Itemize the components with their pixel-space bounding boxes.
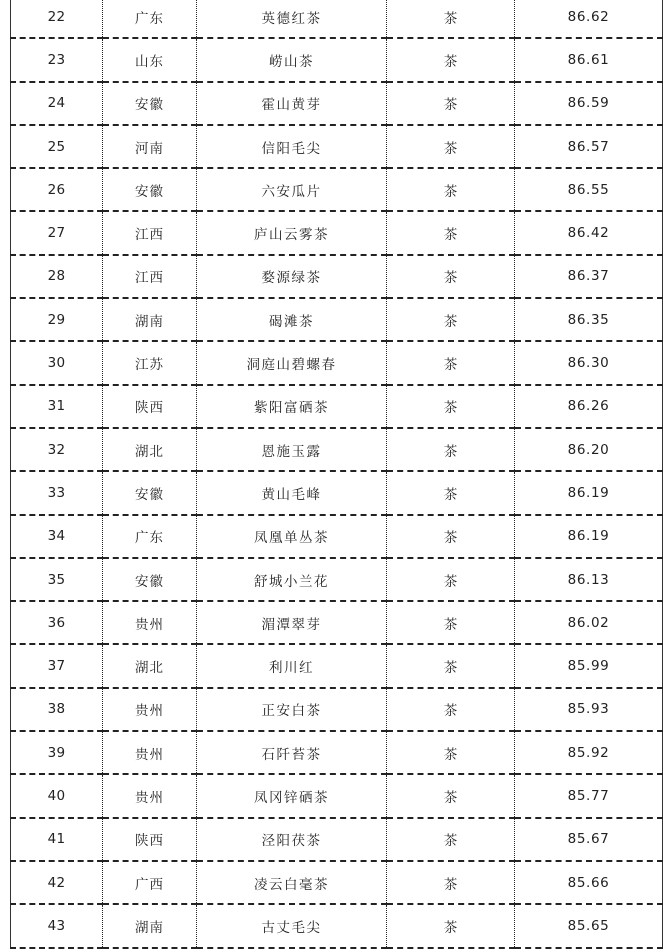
product-name-cell: 凤冈锌硒茶 bbox=[197, 774, 387, 817]
table-row bbox=[11, 644, 663, 687]
product-name-cell: 黄山毛峰 bbox=[197, 471, 387, 514]
rank-cell: 27 bbox=[11, 211, 103, 254]
product-name-cell: 洞庭山碧螺春 bbox=[197, 341, 387, 384]
score-cell: 86.35 bbox=[515, 298, 663, 341]
rank-cell: 26 bbox=[11, 168, 103, 211]
province-cell: 安徽 bbox=[103, 558, 197, 601]
score-cell: 86.37 bbox=[515, 255, 663, 298]
category-cell: 茶 bbox=[387, 471, 515, 514]
product-name-cell: 婺源绿茶 bbox=[197, 255, 387, 298]
score-cell: 86.42 bbox=[515, 211, 663, 254]
score-cell: 86.02 bbox=[515, 601, 663, 644]
province-cell: 湖北 bbox=[103, 644, 197, 687]
category-cell: 茶 bbox=[387, 861, 515, 904]
product-name-cell: 信阳毛尖 bbox=[197, 125, 387, 168]
province-cell: 贵州 bbox=[103, 731, 197, 774]
province-cell: 贵州 bbox=[103, 688, 197, 731]
table-row bbox=[11, 818, 663, 861]
province-cell: 江苏 bbox=[103, 341, 197, 384]
product-name-cell: 凤凰单丛茶 bbox=[197, 515, 387, 558]
score-cell: 85.92 bbox=[515, 731, 663, 774]
category-cell: 茶 bbox=[387, 818, 515, 861]
rank-cell: 37 bbox=[11, 644, 103, 687]
category-cell: 茶 bbox=[387, 298, 515, 341]
product-name-cell: 恩施玉露 bbox=[197, 428, 387, 471]
tea-ranking-table bbox=[10, 0, 663, 949]
table-row bbox=[11, 82, 663, 125]
product-name-cell: 六安瓜片 bbox=[197, 168, 387, 211]
category-cell: 茶 bbox=[387, 515, 515, 558]
rank-cell: 43 bbox=[11, 904, 103, 947]
score-cell: 86.55 bbox=[515, 168, 663, 211]
score-cell: 85.65 bbox=[515, 904, 663, 947]
category-cell: 茶 bbox=[387, 904, 515, 947]
category-cell: 茶 bbox=[387, 774, 515, 817]
category-cell: 茶 bbox=[387, 125, 515, 168]
province-cell: 广东 bbox=[103, 515, 197, 558]
rank-cell: 41 bbox=[11, 818, 103, 861]
score-cell: 86.19 bbox=[515, 515, 663, 558]
table-row bbox=[11, 601, 663, 644]
province-cell: 安徽 bbox=[103, 82, 197, 125]
province-cell: 安徽 bbox=[103, 168, 197, 211]
category-cell: 茶 bbox=[387, 341, 515, 384]
table-row bbox=[11, 558, 663, 601]
score-cell: 86.19 bbox=[515, 471, 663, 514]
product-name-cell: 正安白茶 bbox=[197, 688, 387, 731]
province-cell: 江西 bbox=[103, 255, 197, 298]
product-name-cell: 碣滩茶 bbox=[197, 298, 387, 341]
table-row bbox=[11, 515, 663, 558]
province-cell: 广东 bbox=[103, 0, 197, 38]
rank-cell: 30 bbox=[11, 341, 103, 384]
product-name-cell: 石阡苔茶 bbox=[197, 731, 387, 774]
product-name-cell: 泾阳茯茶 bbox=[197, 818, 387, 861]
rank-cell: 35 bbox=[11, 558, 103, 601]
category-cell: 茶 bbox=[387, 0, 515, 38]
rank-cell: 36 bbox=[11, 601, 103, 644]
category-cell: 茶 bbox=[387, 601, 515, 644]
score-cell: 86.20 bbox=[515, 428, 663, 471]
category-cell: 茶 bbox=[387, 82, 515, 125]
province-cell: 江西 bbox=[103, 211, 197, 254]
product-name-cell: 凌云白毫茶 bbox=[197, 861, 387, 904]
score-cell: 86.13 bbox=[515, 558, 663, 601]
score-cell: 85.66 bbox=[515, 861, 663, 904]
product-name-cell: 紫阳富硒茶 bbox=[197, 385, 387, 428]
score-cell: 86.61 bbox=[515, 38, 663, 81]
table-row bbox=[11, 341, 663, 384]
province-cell: 河南 bbox=[103, 125, 197, 168]
rank-cell: 23 bbox=[11, 38, 103, 81]
rank-cell: 22 bbox=[11, 0, 103, 38]
rank-cell: 28 bbox=[11, 255, 103, 298]
category-cell: 茶 bbox=[387, 688, 515, 731]
product-name-cell: 湄潭翠芽 bbox=[197, 601, 387, 644]
table-row bbox=[11, 385, 663, 428]
product-name-cell: 舒城小兰花 bbox=[197, 558, 387, 601]
category-cell: 茶 bbox=[387, 731, 515, 774]
table-row bbox=[11, 861, 663, 904]
score-cell: 85.99 bbox=[515, 644, 663, 687]
rank-cell: 34 bbox=[11, 515, 103, 558]
rank-cell: 24 bbox=[11, 82, 103, 125]
score-cell: 86.57 bbox=[515, 125, 663, 168]
product-name-cell: 霍山黄芽 bbox=[197, 82, 387, 125]
category-cell: 茶 bbox=[387, 558, 515, 601]
province-cell: 湖南 bbox=[103, 904, 197, 947]
province-cell: 贵州 bbox=[103, 774, 197, 817]
category-cell: 茶 bbox=[387, 385, 515, 428]
table-row bbox=[11, 428, 663, 471]
ranking-table-container bbox=[10, 0, 662, 949]
table-row bbox=[11, 125, 663, 168]
table-body bbox=[11, 0, 663, 948]
score-cell: 85.93 bbox=[515, 688, 663, 731]
rank-cell: 40 bbox=[11, 774, 103, 817]
rank-cell: 39 bbox=[11, 731, 103, 774]
score-cell: 86.59 bbox=[515, 82, 663, 125]
table-row bbox=[11, 168, 663, 211]
rank-cell: 25 bbox=[11, 125, 103, 168]
table-row bbox=[11, 0, 663, 38]
province-cell: 山东 bbox=[103, 38, 197, 81]
table-row bbox=[11, 211, 663, 254]
rank-cell: 32 bbox=[11, 428, 103, 471]
province-cell: 广西 bbox=[103, 861, 197, 904]
product-name-cell: 崂山茶 bbox=[197, 38, 387, 81]
category-cell: 茶 bbox=[387, 255, 515, 298]
score-cell: 86.62 bbox=[515, 0, 663, 38]
table-row bbox=[11, 38, 663, 81]
score-cell: 86.30 bbox=[515, 341, 663, 384]
table-row bbox=[11, 298, 663, 341]
province-cell: 陕西 bbox=[103, 818, 197, 861]
category-cell: 茶 bbox=[387, 38, 515, 81]
table-row bbox=[11, 731, 663, 774]
table-row bbox=[11, 688, 663, 731]
category-cell: 茶 bbox=[387, 211, 515, 254]
product-name-cell: 庐山云雾茶 bbox=[197, 211, 387, 254]
category-cell: 茶 bbox=[387, 644, 515, 687]
province-cell: 安徽 bbox=[103, 471, 197, 514]
score-cell: 86.26 bbox=[515, 385, 663, 428]
rank-cell: 29 bbox=[11, 298, 103, 341]
score-cell: 85.77 bbox=[515, 774, 663, 817]
rank-cell: 31 bbox=[11, 385, 103, 428]
rank-cell: 33 bbox=[11, 471, 103, 514]
table-row bbox=[11, 471, 663, 514]
rank-cell: 42 bbox=[11, 861, 103, 904]
table-row bbox=[11, 255, 663, 298]
category-cell: 茶 bbox=[387, 168, 515, 211]
product-name-cell: 古丈毛尖 bbox=[197, 904, 387, 947]
product-name-cell: 利川红 bbox=[197, 644, 387, 687]
category-cell: 茶 bbox=[387, 428, 515, 471]
score-cell: 85.67 bbox=[515, 818, 663, 861]
table-row bbox=[11, 774, 663, 817]
province-cell: 贵州 bbox=[103, 601, 197, 644]
table-row bbox=[11, 904, 663, 947]
product-name-cell: 英德红茶 bbox=[197, 0, 387, 38]
province-cell: 陕西 bbox=[103, 385, 197, 428]
province-cell: 湖南 bbox=[103, 298, 197, 341]
province-cell: 湖北 bbox=[103, 428, 197, 471]
rank-cell: 38 bbox=[11, 688, 103, 731]
